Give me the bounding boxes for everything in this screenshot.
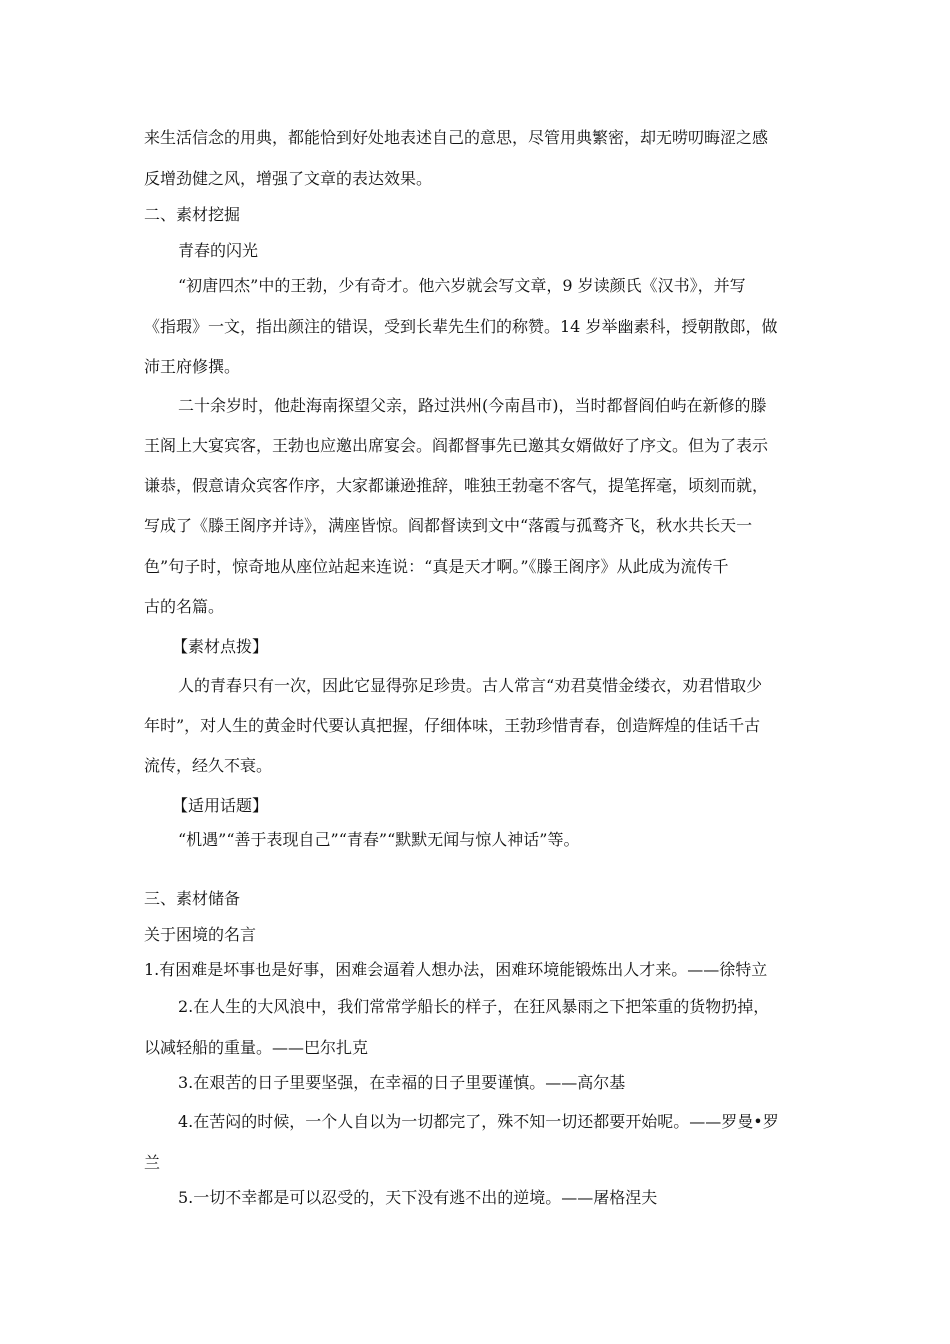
quote-item: 1.有困难是坏事也是好事，困难会逼着人想办法，困难环境能锻炼出人才来。——徐特立 — [144, 960, 768, 979]
paragraph-line: 流传，经久不衰。 — [144, 756, 273, 775]
quote-item: 2.在人生的大风浪中，我们常常学船长的样子，在狂风暴雨之下把笨重的货物扔掉， — [178, 997, 770, 1016]
quote-item: 5.一切不幸都是可以忍受的，天下没有逃不出的逆境。——屠格涅夫 — [178, 1188, 658, 1207]
paragraph-line: 人的青春只有一次，因此它显得弥足珍贵。古人常言“劝君莫惜金缕衣，劝君惜取少 — [178, 676, 763, 695]
quotes-title: 关于困境的名言 — [144, 925, 257, 944]
paragraph-line: 二十余岁时，他赴海南探望父亲，路过洪州(今南昌市)，当时都督阎伯屿在新修的滕 — [178, 396, 767, 415]
subheading-material-tips: 【素材点拨】 — [172, 637, 269, 656]
quote-item-continued: 以减轻船的重量。——巴尔扎克 — [144, 1038, 369, 1057]
paragraph-line: 年时”，对人生的黄金时代要认真把握，仔细体味，王勃珍惜青春，创造辉煌的佳话千古 — [144, 716, 761, 735]
paragraph-line: 色”句子时，惊奇地从座位站起来连说：“真是天才啊。”《滕王阁序》从此成为流传千 — [144, 557, 729, 576]
paragraph-line: 王阁上大宴宾客，王勃也应邀出席宴会。阎都督事先已邀其女婿做好了序文。但为了表示 — [144, 436, 769, 455]
paragraph-line: 古的名篇。 — [144, 597, 225, 616]
quote-item-continued: 兰 — [144, 1153, 161, 1172]
section-heading: 三、素材储备 — [144, 889, 241, 908]
paragraph-line: “初唐四杰”中的王勃，少有奇才。他六岁就会写文章，9 岁读颜氏《汉书》，并写 — [178, 276, 746, 295]
quote-item: 4.在苦闷的时候，一个人自以为一切都完了，殊不知一切还都要开始呢。——罗曼•罗 — [178, 1112, 779, 1131]
paragraph-line: “机遇”“善于表现自己”“青春”“默默无闻与惊人神话”等。 — [178, 830, 580, 849]
quote-item: 3.在艰苦的日子里要坚强，在幸福的日子里要谨慎。——高尔基 — [178, 1073, 626, 1092]
material-title: 青春的闪光 — [178, 241, 259, 260]
section-heading: 二、素材挖掘 — [144, 205, 241, 224]
paragraph-line: 来生活信念的用典，都能恰到好处地表述自己的意思，尽管用典繁密，却无唠叨晦涩之感 — [144, 128, 769, 147]
paragraph-line: 沛王府修撰。 — [144, 357, 241, 376]
paragraph-line: 写成了《滕王阁序并诗》，满座皆惊。阎都督读到文中“落霞与孤鹜齐飞，秋水共长天一 — [144, 516, 753, 535]
paragraph-line: 谦恭，假意请众宾客作序，大家都谦逊推辞，唯独王勃毫不客气，提笔挥毫，顷刻而就， — [144, 476, 769, 495]
paragraph-line: 反增劲健之风，增强了文章的表达效果。 — [144, 169, 433, 188]
paragraph-line: 《指瑕》一文，指出颜注的错误，受到长辈先生们的称赞。14 岁举幽素科，授朝散郎，做 — [144, 317, 778, 336]
subheading-applicable-topics: 【适用话题】 — [172, 796, 269, 815]
